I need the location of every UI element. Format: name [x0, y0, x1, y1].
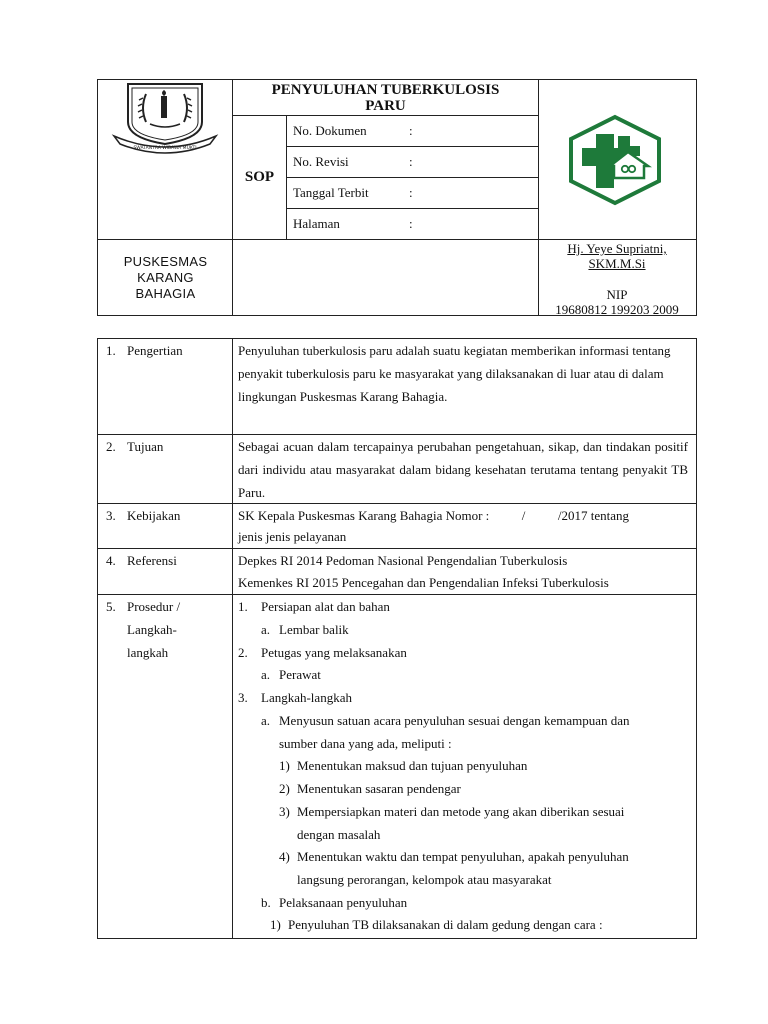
row-content: Penyuluhan tuberkulosis paru adalah suatu kegiatan memberikan informasi tentang penyakit tuberkulosis paru ke masyarakat yang dilaksanakan di luar atau di dalam lingkungan Puskesmas Karang Bahagia. [238, 343, 671, 404]
list-number: a. [261, 667, 271, 682]
list-item: dengan masalah [297, 827, 381, 842]
title-line-2: PARU [365, 98, 406, 114]
row-number: 3. [106, 508, 116, 523]
nip-value: 19680812 199203 2009 [555, 302, 679, 317]
row-content-line-1: Depkes RI 2014 Pedoman Nasional Pengendalian Tuberkulosis [238, 553, 568, 568]
row-label: Pengertian [127, 343, 183, 358]
list-item: Lembar balik [279, 622, 349, 637]
row-content: Sebagai acuan dalam tercapainya perubahan pengetahuan, sikap, dan tindakan positif dari individu atau masyarakat dalam bidang kesehatan terutama tentang penyakit TB Paru. [238, 439, 688, 500]
regional-government-emblem-icon [110, 82, 220, 157]
list-item: Petugas yang melaksanakan [261, 645, 407, 660]
signer-name-line-2: SKM.M.Si [588, 256, 646, 271]
list-item: Mempersiapkan materi dan metode yang akan diberikan sesuai [297, 804, 625, 819]
row-label-line-2: Langkah- [127, 622, 177, 637]
row-number: 5. [106, 599, 116, 614]
list-item: Langkah-langkah [261, 690, 352, 705]
meta-key: Halaman [293, 215, 340, 231]
page-title [233, 80, 538, 115]
puskesmas-green-cross-icon [566, 114, 664, 206]
list-number: 3) [279, 804, 290, 819]
svg-text:SWATANTRA WIBAWA MUKTI: SWATANTRA WIBAWA MUKTI [133, 146, 197, 151]
row-label: Referensi [127, 553, 177, 568]
unit-line-2: KARANG [137, 270, 194, 285]
meta-sep: : [409, 122, 413, 138]
row-content-line-2: jenis jenis pelayanan [238, 529, 347, 544]
list-number: 1) [270, 917, 281, 932]
meta-halaman [286, 208, 538, 239]
list-number: 2. [238, 645, 248, 660]
meta-key: No. Revisi [293, 153, 349, 169]
signature-block [538, 240, 696, 315]
unit-name [98, 240, 233, 315]
row-number: 2. [106, 439, 116, 454]
row-label: Kebijakan [127, 508, 181, 523]
meta-sep: : [409, 215, 413, 231]
list-item: Perawat [279, 667, 321, 682]
meta-no-revisi [286, 146, 538, 177]
unit-line-1: PUSKESMAS [123, 254, 208, 269]
meta-sep: : [409, 153, 413, 169]
list-number: a. [261, 713, 271, 728]
list-item: Menentukan waktu dan tempat penyuluhan, apakah penyuluhan [297, 849, 629, 864]
meta-tanggal-terbit [286, 177, 538, 208]
list-item: Menyusun satuan acara penyuluhan sesuai dengan kemampuan dan [279, 713, 630, 728]
list-item: sumber dana yang ada, meliputi : [279, 736, 452, 751]
row-number: 4. [106, 553, 116, 568]
meta-sep: : [409, 184, 413, 200]
list-number: a. [261, 622, 271, 637]
row-label-line-1: Prosedur / [127, 599, 181, 614]
list-item: Persiapan alat dan bahan [261, 599, 390, 614]
list-number: 2) [279, 781, 290, 796]
list-item: langsung perorangan, kelompok atau masyarakat [297, 872, 552, 887]
title-line-1: PENYULUHAN TUBERKULOSIS [271, 82, 500, 98]
meta-key: No. Dokumen [293, 122, 367, 138]
sop-label: SOP [244, 168, 275, 185]
list-number: 4) [279, 849, 290, 864]
signer-name-line-1: Hj. Yeye Supriatni, [567, 241, 667, 256]
row-number: 1. [106, 343, 116, 358]
row-content-line-2: Kemenkes RI 2015 Pencegahan dan Pengendalian Infeksi Tuberkulosis [238, 575, 609, 590]
list-number: b. [261, 895, 271, 910]
list-number: 3. [238, 690, 248, 705]
unit-line-3: BAHAGIA [135, 286, 196, 301]
meta-no-dokumen [286, 115, 538, 146]
row-label: Tujuan [127, 439, 164, 454]
row-content-line-1: SK Kepala Puskesmas Karang Bahagia Nomor : / /2017 tentang [238, 508, 630, 523]
meta-key: Tanggal Terbit [293, 184, 369, 200]
list-number: 1) [279, 758, 290, 773]
list-number: 1. [238, 599, 248, 614]
list-item: Pelaksanaan penyuluhan [279, 895, 408, 910]
list-item: Menentukan sasaran pendengar [297, 781, 461, 796]
list-item: Penyuluhan TB dilaksanakan di dalam gedung dengan cara : [288, 917, 603, 932]
list-item: Menentukan maksud dan tujuan penyuluhan [297, 758, 528, 773]
row-label-line-3: langkah [127, 645, 169, 660]
nip-label: NIP [606, 287, 628, 302]
